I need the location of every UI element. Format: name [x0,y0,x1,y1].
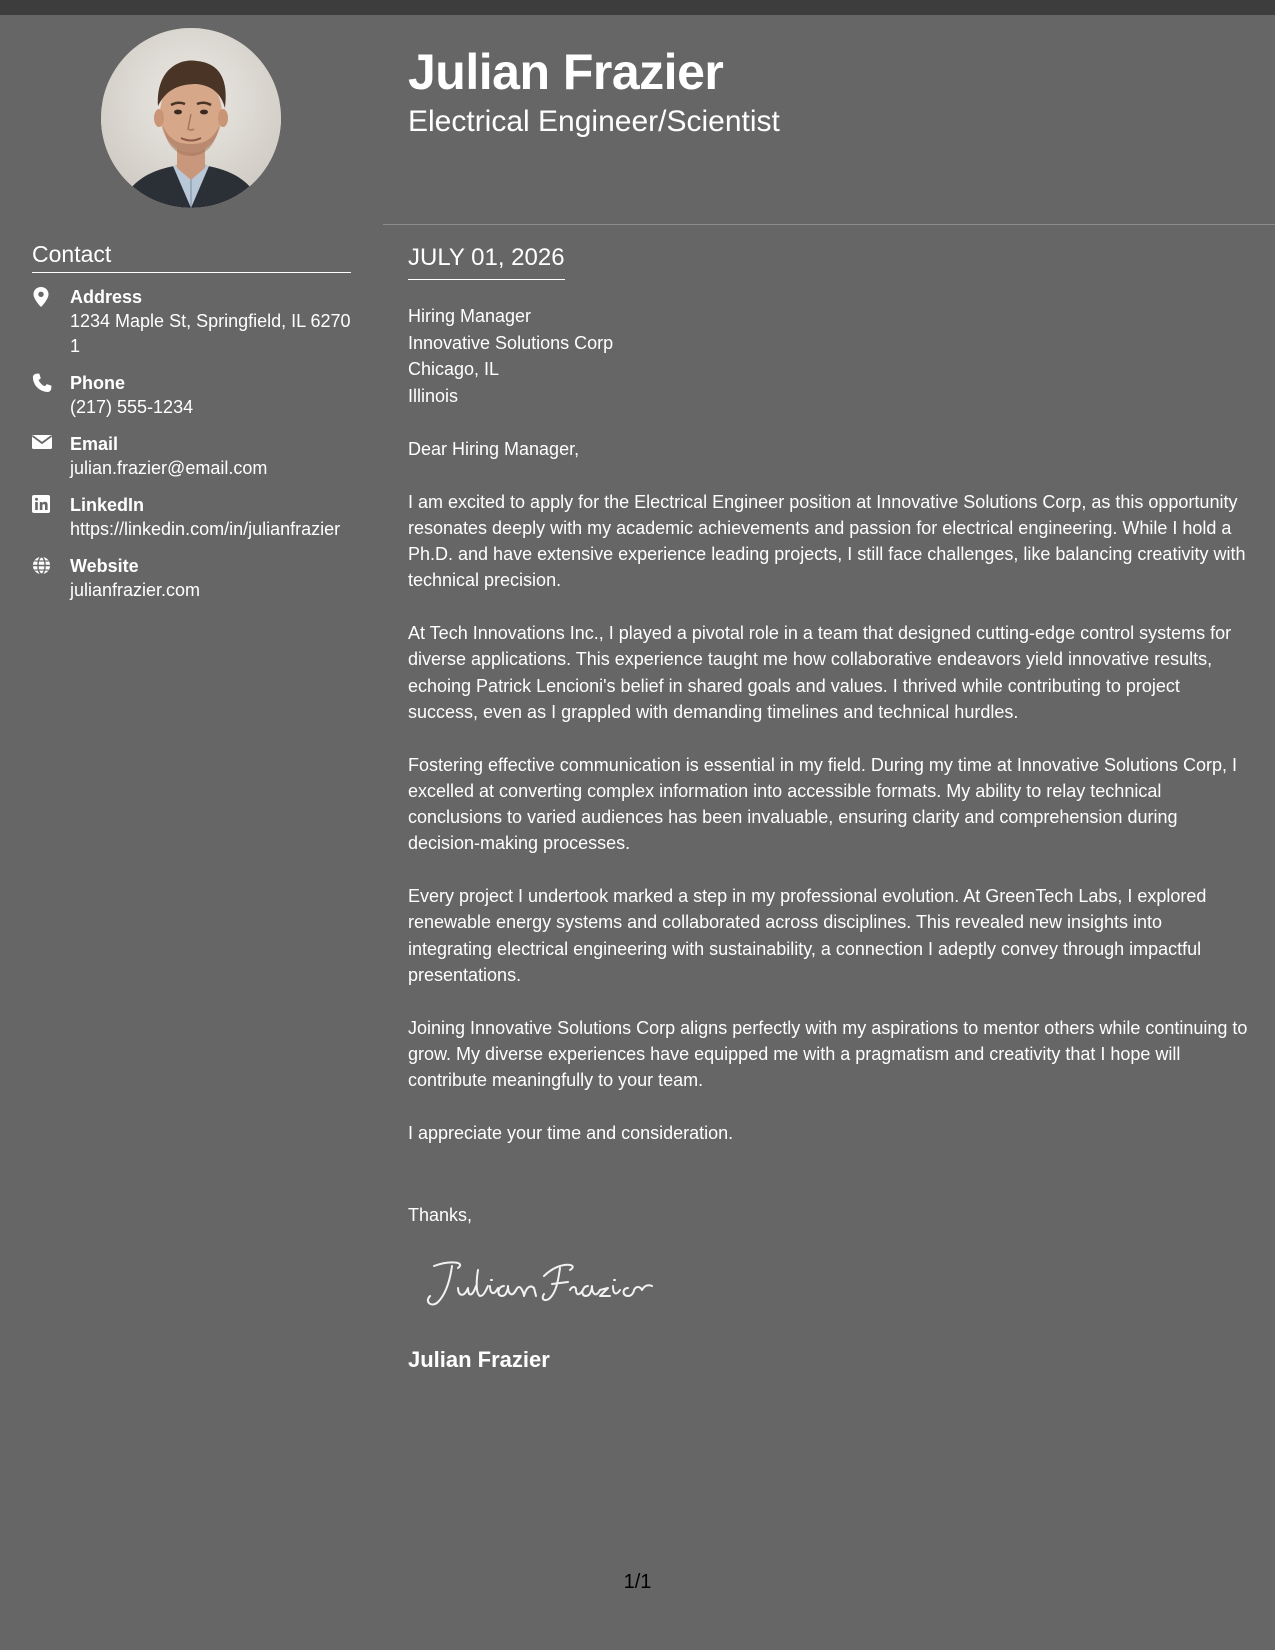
contact-value: 1234 Maple St, Springfield, IL 62701 [70,311,351,356]
recipient-line: Illinois [408,385,459,406]
page-number: 1/1 [623,1571,652,1593]
letter-paragraph: Joining Innovative Solutions Corp aligns perfectly with my aspirations to mentor others while continuing to grow. My diverse experiences have equipped me with a pragmatism and creativity that I hope will contribute meaningfully to your team. [408,1017,1248,1091]
salutation: Dear Hiring Manager, [408,439,580,459]
recipient-block [408,303,613,409]
letter-paragraph: I am excited to apply for the Electrical Engineer position at Innovative Solutions Corp, as this opportunity resonates deeply with my academic achievements and passion for electrical engineering. While I hold a Ph.D. and have extensive experience leading projects, I still face challenges, like balancing creativity with technical precision. [408,491,1246,591]
recipient-line: Innovative Solutions Corp [408,332,614,353]
contact-item-address [32,285,357,359]
contact-item-website [32,554,357,603]
contact-value[interactable]: julianfrazier.com [70,580,201,600]
contact-value: (217) 555-1234 [70,397,194,417]
handwritten-signature [420,1256,660,1312]
phone-icon [32,371,70,420]
globe-icon [32,554,70,603]
contact-item-linkedin [32,493,357,542]
envelope-icon [32,432,70,481]
header-divider [383,224,1275,225]
letter-paragraph: Fostering effective communication is essential in my field. During my time at Innovative Solutions Corp, I excelled at converting complex information into accessible formats. My ability to relay technical conclusions to varied audiences has been invaluable, ensuring clarity and comprehension during decision-making processes. [408,754,1238,854]
signer-name: Julian Frazier [408,1347,550,1372]
contact-label: Email [70,434,119,454]
contact-item-email [32,432,357,481]
letter-paragraph: At Tech Innovations Inc., I played a pivotal role in a team that designed cutting-edge control systems for diverse applications. This experience taught me how collaborative endeavors yield innovative results, echoing Patrick Lencioni's belief in shared goals and values. I thrived while contributing to project success, even as I grappled with demanding timelines and technical hurdles. [408,623,1232,722]
contact-label: Phone [70,373,126,393]
map-pin-icon [32,285,70,359]
letter-body [408,436,1250,1172]
letter-date: JULY 01, 2026 [408,243,565,280]
letter-paragraph: Every project I undertook marked a step in my professional evolution. At GreenTech Labs, I explored renewable energy systems and collaborated across disciplines. This revealed new insights into integrating electrical engineering with sustainability, a connection I adeptly convey through impactful presentations. [408,886,1207,985]
top-bar [0,0,1275,15]
contact-label: Address [70,287,143,307]
job-title: Electrical Engineer/Scientist [408,105,780,138]
candidate-name: Julian Frazier [408,44,724,100]
contact-label: Website [70,556,139,576]
contact-section-title: Contact [32,240,351,273]
letter-paragraph: I appreciate your time and consideration. [408,1122,734,1143]
recipient-line: Hiring Manager [408,306,532,326]
contact-value: julian.frazier@email.com [70,458,268,478]
contact-item-phone [32,371,357,420]
contact-list [32,285,357,615]
avatar [101,28,281,208]
linkedin-icon [32,493,70,542]
contact-value[interactable]: https://linkedin.com/in/julianfrazier [70,519,341,539]
closing: Thanks, [408,1205,473,1225]
contact-label: LinkedIn [70,495,145,515]
recipient-line: Chicago, IL [408,359,500,379]
